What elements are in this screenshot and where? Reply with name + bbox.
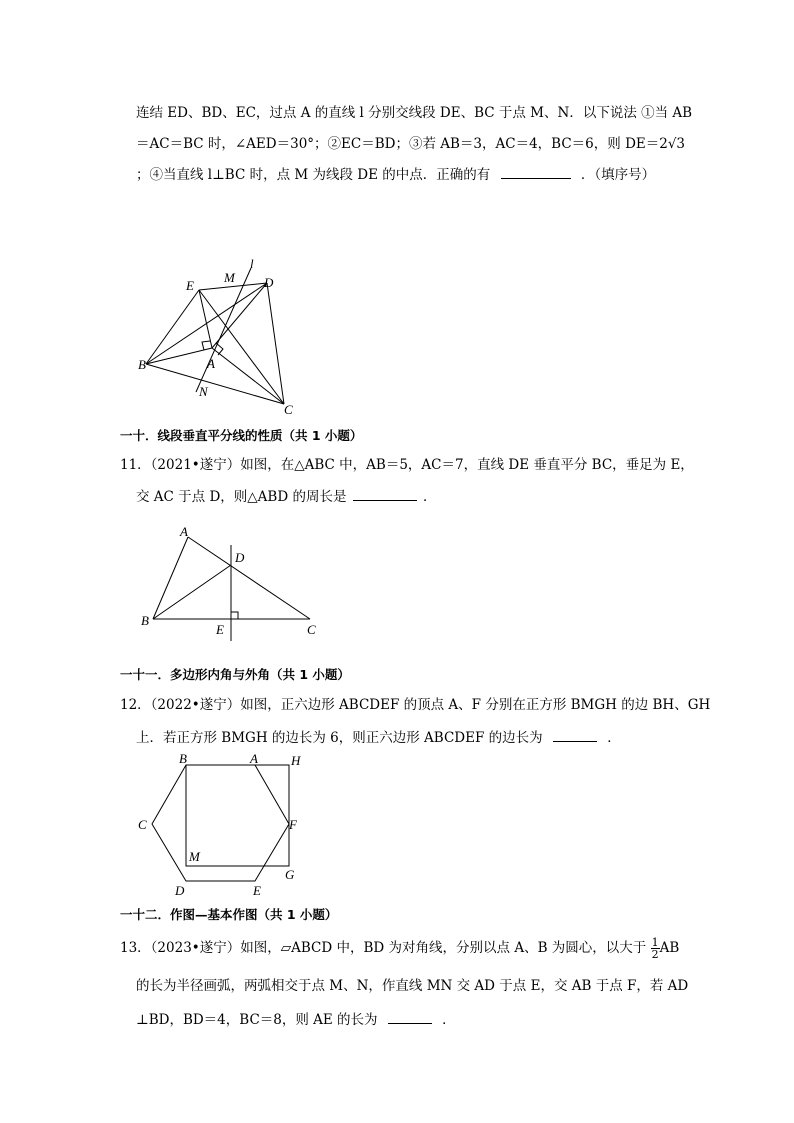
segment-EB <box>146 290 199 364</box>
label-C: C <box>284 402 293 417</box>
q12-line-2-text: 上．若正方形 BMGH 的边长为 6，则正六边形 ABCDEF 的边长为 <box>136 730 543 746</box>
fraction-one-half <box>651 937 660 960</box>
q11-line-1: 11．（2021•遂宁）如图，在△ABC 中，AB＝5，AC＝7，直线 DE 垂直平分 BC，垂足为 E， <box>120 457 694 473</box>
q12-line-2-tail: ． <box>607 730 621 746</box>
label-F: F <box>289 817 297 832</box>
segment-BA <box>146 348 212 364</box>
label-B: B <box>141 613 149 628</box>
q13-line-3-tail: ． <box>442 1012 456 1028</box>
segment-DC <box>267 283 284 404</box>
q13-line-1-text: 13．（2023•遂宁）如图，▱ABCD 中，BD 为对角线，分别以点 A、B 为圆心，以大于 <box>120 940 647 956</box>
label-E: E <box>186 278 194 293</box>
label-G: G <box>285 867 295 882</box>
q13-line-2: 的长为半径画弧，两弧相交于点 M、N，作直线 MN 交 AD 于点 E，交 AB 于点 F，若 AD <box>136 978 689 994</box>
label-E: E <box>216 622 224 637</box>
q11-line-2-text: 交 AC 于点 D，则△ABD 的周长是 <box>136 489 347 505</box>
section-heading-11: 一十一．多边形内角与外角（共 1 小题） <box>120 667 350 682</box>
q10-line-1: 连结 ED、BD、EC，过点 A 的直线 l 分别交线段 DE、BC 于点 M、N．以下说法 ①当 AB <box>136 105 693 121</box>
label-C: C <box>138 817 147 832</box>
q12-line-1: 12．（2022•遂宁）如图，正六边形 ABCDEF 的顶点 A、F 分别在正方形 BMGH 的边 BH、GH <box>120 697 711 713</box>
label-A: A <box>250 751 258 766</box>
label-D: D <box>264 275 274 290</box>
right-angle-mark-2 <box>216 343 223 355</box>
fraction-numerator: 1 <box>651 936 659 949</box>
label-D: D <box>175 883 185 898</box>
hexagon-ABCDEF <box>152 765 289 881</box>
label-D: D <box>235 550 245 565</box>
square-BMGH <box>186 765 289 866</box>
segment-AC <box>212 348 284 404</box>
q13-line-3 <box>136 1009 456 1030</box>
fraction-denominator: 2 <box>651 948 659 961</box>
q12-line-2 <box>136 727 621 748</box>
segment-EA <box>199 290 212 348</box>
label-B: B <box>138 357 146 372</box>
label-A: A <box>207 356 215 371</box>
segment-BC <box>146 364 284 404</box>
label-N: N <box>199 384 208 399</box>
q10-line-3-tail: ．（填序号） <box>580 167 656 183</box>
q10-line-3-text: ；④当直线 l⊥BC 时，点 M 为线段 DE 的中点．正确的有 <box>136 167 491 183</box>
q11-line-2 <box>136 486 437 507</box>
segment-BD <box>146 283 267 364</box>
right-angle-mark <box>231 612 238 619</box>
q13-line-3-text: ⊥BD，BD＝4，BC＝8，则 AE 的长为 <box>136 1012 378 1028</box>
q10-answer-blank <box>501 164 571 179</box>
segment-ED <box>199 283 267 290</box>
label-A: A <box>180 524 188 539</box>
q11-line-2-tail: ． <box>423 489 437 505</box>
right-angle-mark-1 <box>202 341 210 350</box>
q11-answer-blank <box>353 486 417 501</box>
q13-answer-blank <box>388 1009 432 1024</box>
line-l <box>196 268 251 392</box>
label-l: l <box>250 256 254 271</box>
section-heading-12: 一十二．作图—基本作图（共 1 小题） <box>120 907 338 922</box>
q12-answer-blank <box>553 727 597 742</box>
label-B: B <box>179 751 187 766</box>
label-C: C <box>307 622 316 637</box>
segment-AB <box>153 537 188 619</box>
q10-line-3 <box>136 164 655 185</box>
q10-line-2: ＝AC＝BC 时，∠AED＝30°；②EC＝BD；③若 AB＝3，AC＝4，BC＝6，则 DE＝2√3 <box>136 136 686 152</box>
segment-EC <box>199 290 284 404</box>
q13-line-1 <box>120 937 679 960</box>
label-M: M <box>189 849 200 864</box>
segment-AD <box>212 283 267 348</box>
label-E: E <box>253 883 261 898</box>
section-heading-10: 一十．线段垂直平分线的性质（共 1 小题） <box>120 428 363 443</box>
q13-line-1-tail: AB <box>659 940 680 956</box>
segment-AC <box>188 537 310 619</box>
segment-BD <box>153 565 231 619</box>
label-H: H <box>291 753 301 768</box>
label-M: M <box>224 270 235 285</box>
